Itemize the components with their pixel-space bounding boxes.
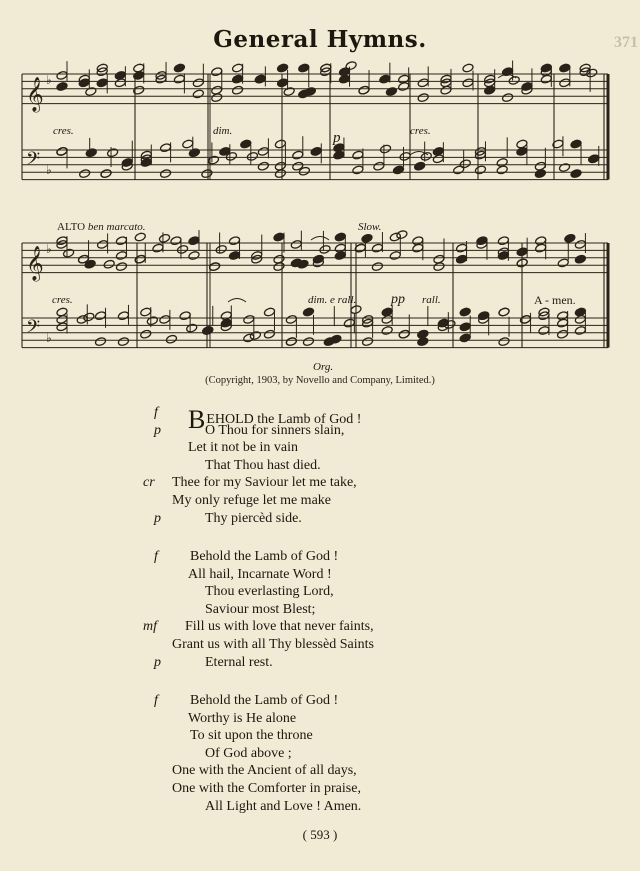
note-head (263, 329, 275, 339)
treble-clef-icon: 𝄞 (26, 77, 44, 112)
note-head (97, 239, 109, 249)
note-head (160, 143, 172, 153)
note-head (84, 259, 96, 269)
verse-dynamic: f (154, 549, 158, 564)
note-head (343, 318, 355, 328)
note-head (257, 161, 269, 171)
verse-line: Fill us with love that never faints, (185, 619, 374, 635)
note-head (392, 165, 404, 175)
note-head (433, 262, 445, 272)
verse-line: My only refuge let me make (172, 493, 332, 508)
note-head (85, 87, 97, 97)
note-head (56, 82, 68, 92)
staff-lines (22, 74, 608, 348)
note-head (399, 151, 411, 161)
note-head (570, 169, 582, 179)
note-head (437, 318, 449, 328)
note-head (96, 78, 108, 88)
note-head (535, 243, 547, 253)
verse-line: Worthy is He alone (188, 710, 297, 726)
note-head (78, 78, 90, 88)
note-head (277, 63, 289, 73)
flat-icon: ♭ (46, 242, 52, 256)
note-head (254, 74, 266, 84)
note-head (146, 316, 158, 326)
note-head (263, 307, 275, 317)
note-head (389, 251, 401, 261)
note-head (76, 314, 88, 324)
note-head (497, 236, 509, 246)
note-head (586, 68, 598, 78)
verse-line: Behold the Lamb of God ! (190, 549, 339, 564)
note-head (559, 78, 571, 88)
note-head (290, 239, 302, 249)
note-head (56, 146, 68, 156)
verse-line: Eternal rest. (205, 654, 273, 670)
note-head (453, 165, 465, 175)
note-head (292, 161, 304, 171)
verse-dynamic: f (154, 405, 158, 420)
slur (311, 237, 329, 241)
note-head (417, 93, 429, 103)
note-head (338, 74, 350, 84)
treble-clef-icon: 𝄞 (26, 246, 44, 281)
note-head (574, 326, 586, 336)
bass-clef-icon: 𝄢 (26, 317, 41, 342)
note-head (534, 161, 546, 171)
alto-label: ALTO (57, 221, 86, 233)
note-head (516, 146, 528, 156)
tempo-marking: Slow. (358, 221, 382, 233)
note-head (456, 243, 468, 253)
note-head (211, 67, 223, 77)
note-head (559, 63, 571, 73)
note-head (381, 326, 393, 336)
note-head (240, 139, 252, 149)
verse-dynamic: p (154, 654, 161, 670)
note-head (192, 78, 204, 88)
note-head (557, 318, 569, 328)
note-head (574, 254, 586, 264)
dynamic-cres-2: cres. (410, 125, 431, 137)
note-head (192, 89, 204, 99)
note-head (188, 236, 200, 246)
note-head (134, 254, 146, 264)
note-head (474, 165, 486, 175)
note-head (417, 329, 429, 339)
note-head (115, 236, 127, 246)
note-head (362, 337, 374, 347)
note-head (398, 329, 410, 339)
verse-line: Grant us with all Thy blessèd Saints (172, 637, 374, 652)
note-head (257, 146, 269, 156)
note-head (173, 63, 185, 73)
alto-expression: ben marcato. (87, 221, 146, 233)
verse-line: One with the Ancient of all days, (172, 763, 357, 779)
note-head (345, 61, 357, 71)
note-head (186, 323, 198, 333)
note-head (520, 314, 532, 324)
note-head (179, 311, 191, 321)
bass-clef-icon: 𝄢 (26, 149, 41, 174)
verse-dynamic: cr (143, 475, 155, 491)
verse-line: Thy piercèd side. (205, 510, 302, 526)
note-head (459, 307, 471, 317)
note-head (358, 85, 370, 95)
note-head (188, 251, 200, 261)
note-head (274, 139, 286, 149)
dynamic-pp: pp (391, 292, 405, 307)
note-head (352, 150, 364, 160)
verse-line: All hail, Incarnate Word ! (188, 566, 332, 582)
verse-line: Of God above ; (205, 745, 292, 761)
note-head (273, 232, 285, 242)
note-head (352, 165, 364, 175)
note-head (361, 233, 373, 243)
alto-marking-line (57, 221, 146, 233)
note-head (564, 233, 576, 243)
verse-line: One with the Comforter in praise, (172, 781, 361, 796)
note-head (273, 262, 285, 272)
dynamic-dim-rall: dim. e rall. (308, 294, 357, 306)
note-head (249, 331, 261, 341)
note-head (173, 74, 185, 84)
note-head (420, 151, 432, 161)
note-head (107, 148, 119, 158)
note-head (462, 78, 474, 88)
note-head (496, 158, 508, 168)
note-head (207, 155, 219, 165)
dynamic-dim-1: dim. (213, 125, 233, 137)
note-head (63, 248, 75, 258)
note-head (497, 251, 509, 261)
note-head (215, 244, 227, 254)
dynamic-cres-1: cres. (53, 125, 74, 137)
note-head (140, 307, 152, 317)
verse-dynamic: p (154, 510, 161, 526)
note-head (220, 318, 232, 328)
note-head (160, 169, 172, 179)
note-head (412, 243, 424, 253)
note-head (459, 333, 471, 343)
note-head (79, 169, 91, 179)
note-head (56, 70, 68, 80)
note-head (432, 146, 444, 156)
slur (410, 152, 428, 156)
note-head (152, 243, 164, 253)
note-head (283, 87, 295, 97)
note-head (170, 236, 182, 246)
note-head (228, 236, 240, 246)
note-head (574, 239, 586, 249)
note-head (498, 307, 510, 317)
note-head (459, 159, 471, 169)
dynamic-rall: rall. (422, 294, 441, 306)
drop-initial: B (188, 405, 206, 434)
verse-line: To sit upon the throne (190, 728, 313, 744)
note-head (381, 314, 393, 324)
note-head (140, 329, 152, 339)
dynamic-cres-3: cres. (52, 294, 73, 306)
note-head (232, 63, 244, 73)
note-head (334, 243, 346, 253)
note-head (94, 337, 106, 347)
note-head (100, 169, 112, 179)
note-head (103, 259, 115, 269)
music-score (0, 0, 640, 380)
note-head (117, 337, 129, 347)
barlines (22, 74, 608, 348)
note-head (319, 244, 331, 254)
note-head (302, 307, 314, 317)
flat-icon: ♭ (46, 163, 52, 177)
note-head (94, 311, 106, 321)
verse-line: All Light and Love ! Amen. (205, 798, 362, 814)
note-head (540, 74, 552, 84)
copyright-notice: (Copyright, 1903, by Novello and Company, Limited.) (205, 375, 435, 386)
note-head (557, 329, 569, 339)
note-head (117, 311, 129, 321)
page-number: ( 593 ) (302, 827, 338, 842)
note-head (502, 93, 514, 103)
note-head (462, 63, 474, 73)
note-head (417, 78, 429, 88)
flat-icon: ♭ (46, 73, 52, 87)
note-head (459, 322, 471, 332)
verse-line: Thee for my Saviour let me take, (172, 475, 357, 491)
note-head (292, 150, 304, 160)
note-head (182, 139, 194, 149)
note-head (379, 74, 391, 84)
note-head (188, 148, 200, 158)
note-head (373, 161, 385, 171)
note-head (304, 87, 316, 97)
note-head (371, 262, 383, 272)
note-head (201, 169, 213, 179)
page-title: General Hymns. (213, 26, 427, 53)
note-head (159, 314, 171, 324)
note-head (246, 151, 258, 161)
note-head (456, 254, 468, 264)
note-head (538, 326, 550, 336)
slur (228, 299, 246, 303)
note-head (389, 232, 401, 242)
note-head (165, 334, 177, 344)
verse-dynamic: f (154, 693, 158, 708)
dynamic-p-1: p (333, 130, 341, 146)
note-head (243, 314, 255, 324)
verse-dynamic: p (154, 422, 161, 438)
note-head (277, 78, 289, 88)
note-head (298, 166, 310, 176)
note-head (114, 70, 126, 80)
note-head (570, 139, 582, 149)
note-head (285, 337, 297, 347)
verse-line: Thou everlasting Lord, (205, 584, 334, 600)
verse-line-text: EHOLD the Lamb of God ! (206, 412, 362, 427)
note-head (232, 74, 244, 84)
note-head (588, 154, 600, 164)
note-head (498, 337, 510, 347)
amen-lyric: A - men. (534, 293, 576, 307)
note-head (56, 314, 68, 324)
note-head (176, 244, 188, 254)
note-head (115, 262, 127, 272)
note-head (158, 233, 170, 243)
note-head (312, 254, 324, 264)
note-head (285, 314, 297, 324)
note-head (133, 63, 145, 73)
note-head (371, 243, 383, 253)
note-head (243, 333, 255, 343)
note-head (83, 312, 95, 322)
clefs (26, 73, 52, 345)
note-head (298, 63, 310, 73)
note-head (557, 258, 569, 268)
note-head (558, 163, 570, 173)
corner-page-number: 371 (614, 34, 638, 51)
note-head (330, 334, 342, 344)
note-head (302, 337, 314, 347)
note-head (396, 230, 408, 240)
note-head (398, 74, 410, 84)
note-head (85, 148, 97, 158)
flat-icon: ♭ (46, 331, 52, 345)
note-head (334, 232, 346, 242)
verse-line: Saviour most Blest; (205, 601, 316, 617)
note-head (414, 161, 426, 171)
verse-line: That Thou hast died. (205, 457, 321, 473)
note-head (219, 146, 231, 156)
note-head (228, 251, 240, 261)
verse-line: Let it not be in vain (188, 440, 299, 456)
note-head (115, 251, 127, 261)
note-head (274, 161, 286, 171)
verse-line: O Thou for sinners slain, (205, 422, 345, 438)
note-head (134, 232, 146, 242)
note-head (516, 247, 528, 257)
note-head (574, 307, 586, 317)
verse-line: Behold the Lamb of God ! (190, 693, 339, 708)
note-head (232, 85, 244, 95)
note-head (385, 87, 397, 97)
note-head (211, 93, 223, 103)
organ-marking: Org. (313, 361, 334, 373)
note-head (202, 326, 214, 336)
note-head (379, 144, 391, 154)
note-head (540, 63, 552, 73)
verse-dynamic: mf (143, 619, 157, 635)
